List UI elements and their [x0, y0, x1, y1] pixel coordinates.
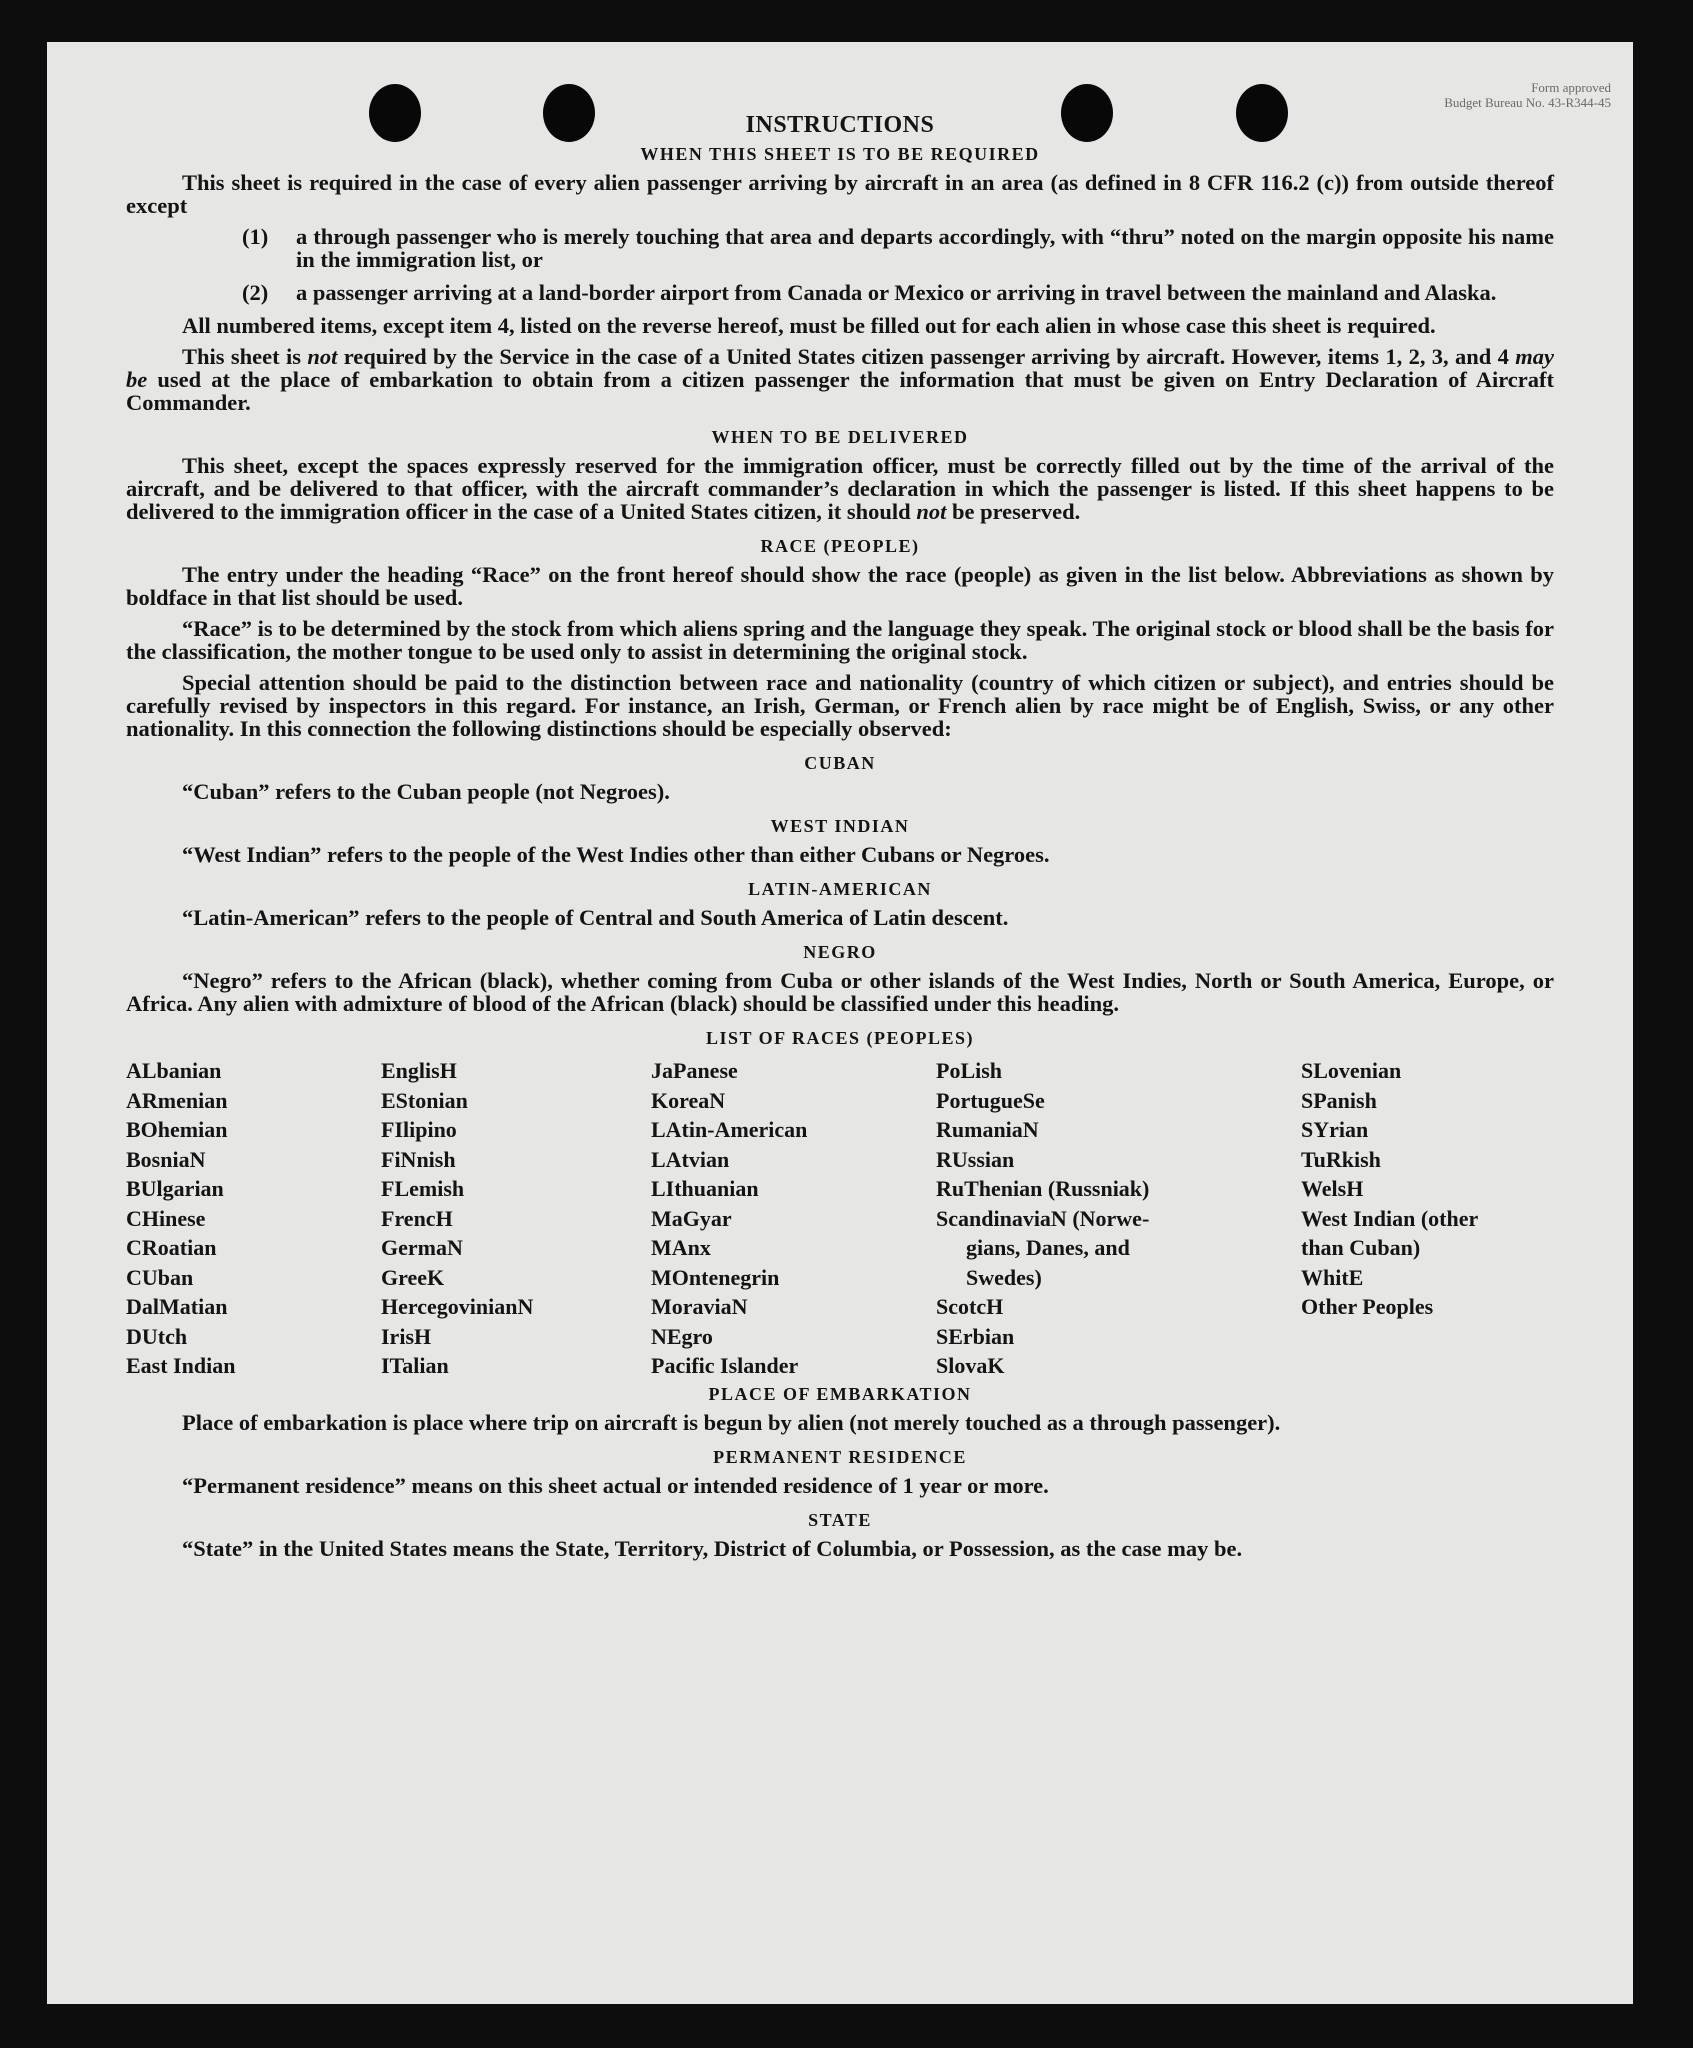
race-item: RuThenian (Russniak) [936, 1176, 1150, 1201]
race-item: DalMatian [126, 1294, 228, 1319]
race-item: FiNnish [381, 1146, 456, 1172]
races-column-2 [381, 1056, 651, 1381]
races-column-4 [936, 1056, 1301, 1381]
race-item: KoreaN [651, 1087, 726, 1113]
heading-permanent-residence: PERMANENT RESIDENCE [713, 1446, 967, 1467]
race-item: Pacific Islander [651, 1353, 799, 1378]
race-item: MAnx [651, 1235, 711, 1260]
race-item-continued: than Cuban) [1301, 1235, 1421, 1260]
races-column-1 [126, 1056, 381, 1381]
para-race-2: “Race” is to be determined by the stock from which aliens spring and the language they speak. The original stock or blood shall be the basis for the classification, the mother tongue to be used only to assist in determining the original stock. [126, 616, 1554, 664]
race-item: East Indian [126, 1353, 236, 1378]
race-item: ScotcH [936, 1294, 1004, 1319]
para-negro: “Negro” refers to the African (black), whether coming from Cuba or other islands of the West Indies, North or South America, Europe, or Africa. Any alien with admixture of blood of the African (black) should be classified under this heading. [126, 968, 1554, 1016]
para-when-required-3: This sheet is not required by the Service in the case of a United States citizen passenger arriving by aircraft. However, items 1, 2, 3, and 4 may be used at the place of embarkation to obtain from a citizen passenger the information that must be given on Entry Declaration of Aircraft Commander. [126, 344, 1554, 415]
para-when-required-1: This sheet is required in the case of every alien passenger arriving by aircraft in an area (as defined in 8 CFR 116.2 (c)) from outside thereof except [126, 170, 1554, 218]
races-column-5 [1301, 1056, 1554, 1381]
race-item: ITalian [381, 1353, 449, 1378]
para-embarkation: Place of embarkation is place where trip on aircraft is begun by alien (not merely touched as a through passenger). [182, 1409, 1281, 1435]
race-item: FLemish [381, 1176, 465, 1201]
heading-negro: NEGRO [803, 942, 877, 962]
race-item: GermaN [381, 1235, 463, 1260]
exception-item-1 [126, 225, 1554, 271]
heading-when-delivered: WHEN TO BE DELIVERED [711, 427, 969, 447]
heading-race: RACE (PEOPLE) [760, 536, 920, 556]
race-item: MaGyar [651, 1205, 732, 1231]
race-item: HercegovinianN [381, 1294, 534, 1319]
race-item: BUlgarian [126, 1176, 224, 1201]
heading-place-of-embarkation: PLACE OF EMBARKATION [708, 1383, 972, 1404]
instructions-content [126, 114, 1554, 1568]
heading-list-of-races: LIST OF RACES (PEOPLES) [705, 1028, 975, 1048]
race-item: SPanish [1301, 1087, 1377, 1113]
race-item: BOhemian [126, 1117, 228, 1142]
para-race-3: Special attention should be paid to the distinction between race and nationality (country of which citizen or subject), and entries should be carefully revised by inspectors in this regard. For instance, an Irish, German, or French alien by race might be of English, Swiss, or any other nationality. In this connection the following distinctions should be especially observed: [126, 670, 1554, 741]
race-item: EnglisH [381, 1058, 457, 1083]
form-approval-note: Form approved Budget Bureau No. 43-R344-45 [1444, 80, 1611, 110]
race-item: EStonian [381, 1087, 468, 1113]
race-item: LAtin-American [651, 1117, 808, 1142]
race-item: PoLish [936, 1058, 1003, 1083]
race-item: RumaniaN [936, 1117, 1039, 1142]
para-latin-american: “Latin-American” refers to the people of Central and South America of Latin descent. [182, 905, 1009, 930]
para-state: “State” in the United States means the State, Territory, District of Columbia, or Possession, as the case may be. [182, 1535, 1243, 1561]
heading-latin-american: LATIN-AMERICAN [748, 879, 932, 899]
para-when-delivered: This sheet, except the spaces expressly reserved for the immigration officer, must be correctly filled out by the time of the arrival of the aircraft, and be delivered to that officer, with the aircraft commander’s declaration in which the passenger is listed. If this sheet happens to be delivered to the immigration officer in the case of a United States citizen, it should not be preserved. [126, 453, 1554, 524]
para-west-indian: “West Indian” refers to the people of the West Indies other than either Cubans or Negroes. [182, 842, 1050, 867]
race-item: FIlipino [381, 1117, 457, 1142]
race-item: SErbian [936, 1323, 1015, 1349]
exception-text: a passenger arriving at a land-border airport from Canada or Mexico or arriving in travel between the mainland and Alaska. [296, 280, 1497, 305]
exception-number: (1) [242, 224, 269, 249]
race-item: ARmenian [126, 1087, 228, 1113]
race-item: NEgro [651, 1323, 713, 1349]
race-item: MOntenegrin [651, 1264, 780, 1290]
race-item: WhitE [1301, 1264, 1364, 1290]
race-item: JaPanese [651, 1058, 738, 1083]
race-item: DUtch [126, 1323, 188, 1349]
race-item: SYrian [1301, 1117, 1369, 1142]
race-item: FrencH [381, 1205, 453, 1231]
race-item: Other Peoples [1301, 1294, 1434, 1319]
para-cuban: “Cuban” refers to the Cuban people (not Negroes). [182, 779, 670, 804]
races-list [126, 1056, 1554, 1381]
exception-text: a through passenger who is merely touching that area and departs accordingly, with “thru” noted on the margin opposite his name in the immigration list, or [296, 224, 1554, 272]
race-item: GreeK [381, 1264, 445, 1290]
race-item: PortugueSe [936, 1087, 1045, 1113]
race-item: CHinese [126, 1205, 206, 1231]
para-residence: “Permanent residence” means on this sheet actual or intended residence of 1 year or more. [182, 1472, 1049, 1498]
heading-west-indian: WEST INDIAN [770, 816, 910, 836]
race-item: WelsH [1301, 1176, 1364, 1201]
instruction-sheet [47, 42, 1633, 2004]
race-item: TuRkish [1301, 1146, 1381, 1172]
exception-item-2 [126, 281, 1554, 304]
heading-state: STATE [808, 1509, 872, 1530]
heading-cuban: CUBAN [804, 753, 876, 773]
race-item: SLovenian [1301, 1058, 1402, 1083]
race-item: BosniaN [126, 1146, 206, 1172]
race-item: ScandinaviaN (Norwe- [936, 1205, 1150, 1231]
para-race-1: The entry under the heading “Race” on the front hereof should show the race (people) as given in the list below. Abbreviations as shown by boldface in that list should be used. [126, 562, 1554, 610]
race-item: IrisH [381, 1323, 432, 1349]
race-item: LIthuanian [651, 1176, 759, 1201]
race-item: RUssian [936, 1146, 1015, 1172]
race-item: MoraviaN [651, 1294, 748, 1319]
race-item: ALbanian [126, 1058, 222, 1083]
race-item: CUban [126, 1264, 194, 1290]
race-item-continued: gians, Danes, and [966, 1235, 1130, 1260]
race-item: LAtvian [651, 1146, 730, 1172]
para-when-required-2: All numbered items, except item 4, listed on the reverse hereof, must be filled out for each alien in whose case this sheet is required. [182, 313, 1436, 338]
heading-when-required: WHEN THIS SHEET IS TO BE REQUIRED [640, 144, 1040, 164]
exception-number: (2) [242, 280, 269, 305]
page-title: INSTRUCTIONS [745, 112, 935, 138]
race-item: CRoatian [126, 1235, 217, 1260]
race-item: West Indian (other [1301, 1205, 1479, 1231]
race-item-continued: Swedes) [966, 1264, 1042, 1290]
race-item: SlovaK [936, 1353, 1005, 1378]
races-column-3 [651, 1056, 936, 1381]
